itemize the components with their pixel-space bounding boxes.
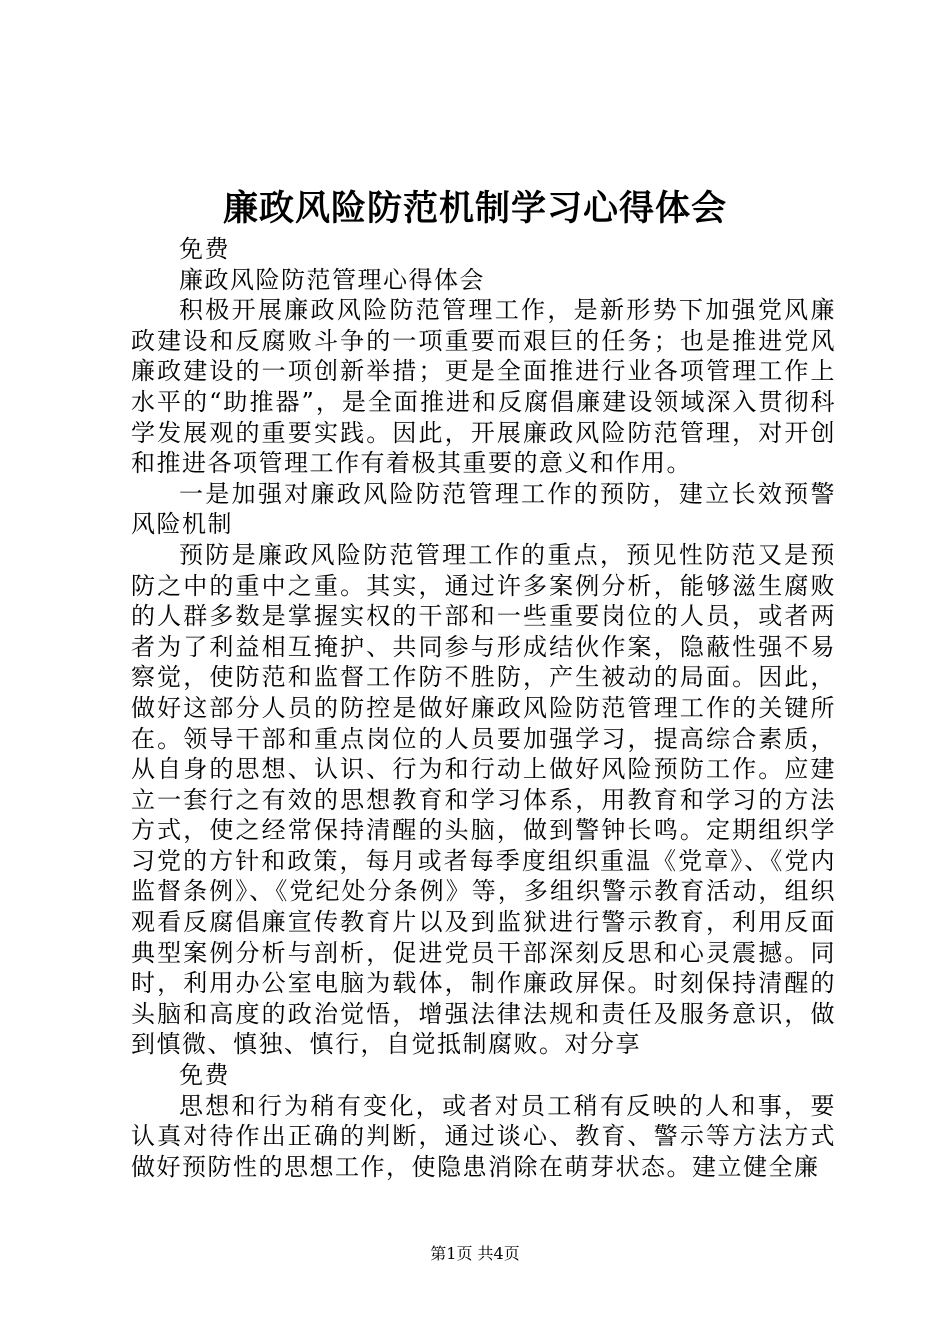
paragraph-continuation: 思想和行为稍有变化，或者对员工稍有反映的人和事，要认真对待作出正确的判断，通过谈心、教育、警示等方法方式做好预防性的思想工作，使隐患消除在萌芽状态。建立健全廉 [131,1091,836,1181]
document-title: 廉政风险防范机制学习心得体会 [222,188,727,229]
paragraph-prevention: 预防是廉政风险防范管理工作的重点，预见性防范又是预防之中的重中之重。其实，通过许多案例分析，能够滋生腐败的人群多数是掌握实权的干部和一些重要岗位的人员，或者两者为了利益相互掩护、共同参与形成结伙作案，隐蔽性强不易察觉，使防范和监督工作防不胜防，产生被动的局面。因此，做好这部分人员的防控是做好廉政风险防范管理工作的关键所在。领导干部和重点岗位的人员要加强学习，提高综合素质，从自身的思想、认识、行为和行动上做好风险预防工作。应建立一套行之有效的思想教育和学习体系，用教育和学习的方法方式，使之经常保持清醒的头脑，做到警钟长鸣。定期组织学习党的方针和政策，每月或者每季度组织重温《党章》、《党内监督条例》、《党纪处分条例》等，多组织警示教育活动，组织观看反腐倡廉宣传教育片以及到监狱进行警示教育，利用反面典型案例分析与剖析，促进党员干部深刻反思和心灵震撼。同时，利用办公室电脑为载体，制作廉政屏保。时刻保持清醒的头脑和高度的政治觉悟，增强法律法规和责任及服务意识，做到慎微、慎独、慎行，自觉抵制腐败。对分享 [131,540,836,1059]
paragraph-free-label: 免费 [179,235,230,263]
paragraph-subtitle: 廉政风险防范管理心得体会 [179,265,485,294]
paragraph-free-label-2: 免费 [179,1061,230,1090]
document-body [131,234,836,1182]
paragraph-intro: 积极开展廉政风险防范管理工作，是新形势下加强党风廉政建设和反腐败斗争的一项重要而艰巨的任务；也是推进党风廉政建设的一项创新举措；更是全面推进行业各项管理工作上水平的“助推器”，是全面推进和反腐倡廉建设领域深入贯彻科学发展观的重要实践。因此，开展廉政风险防范管理，对开创和推进各项管理工作有着极其重要的意义和作用。 [131,296,836,478]
paragraph-section-heading: 一是加强对廉政风险防范管理工作的预防，建立长效预警风险机制 [131,479,836,539]
page-number-footer: 第1页 共4页 [430,1244,520,1263]
